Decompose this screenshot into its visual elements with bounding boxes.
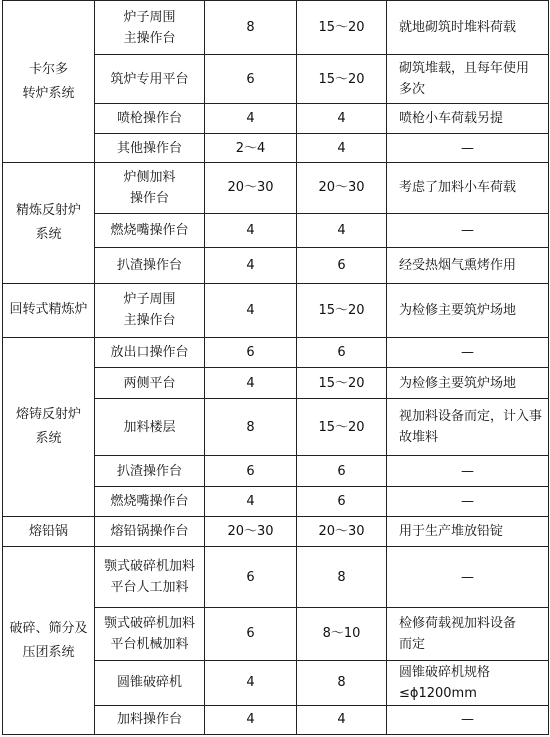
load-value-b: 6: [297, 456, 387, 486]
platform-cell: [95, 248, 205, 284]
text-line: —: [461, 712, 474, 728]
platform-cell: [95, 660, 205, 705]
text-line: 喷枪小车荷载另提: [399, 110, 504, 126]
table-row: [3, 517, 549, 547]
text-line: 转炉系统: [22, 85, 75, 101]
platform-cell: [95, 547, 205, 608]
load-value-b: 8: [297, 547, 387, 608]
load-value-a: 4: [205, 213, 297, 248]
platform-cell: [95, 368, 205, 398]
table-row: [3, 338, 549, 368]
text-line: 经受热烟气熏烤作用: [399, 257, 517, 273]
text-line: 平台人工加料: [110, 580, 189, 596]
platform-cell: [95, 486, 205, 516]
text-line: ≤ϕ1200mm: [399, 685, 477, 701]
note-cell: [387, 705, 549, 734]
note-cell: [387, 248, 549, 284]
load-value-a: 4: [205, 705, 297, 734]
note-cell: [387, 368, 549, 398]
text-line: 圆锥破碎机规格: [399, 664, 491, 680]
note-cell: [387, 55, 549, 103]
load-table: [2, 0, 549, 735]
load-value-a: 6: [205, 608, 297, 660]
load-value-a: 4: [205, 660, 297, 705]
text-line: 喷枪操作台: [116, 110, 182, 126]
note-cell: [387, 213, 549, 248]
text-line: 为检修主要筑炉场地: [399, 375, 517, 391]
note-cell: [387, 283, 549, 337]
note-cell: [387, 133, 549, 162]
text-line: 破碎、筛分及: [9, 620, 88, 636]
text-line: 两侧平台: [123, 375, 176, 391]
text-line: 燃烧嘴操作台: [110, 493, 189, 509]
text-line: 筑炉专用平台: [110, 71, 189, 87]
note-cell: [387, 547, 549, 608]
load-value-b: 4: [297, 705, 387, 734]
text-line: 颚式破碎机加料: [103, 615, 195, 631]
load-value-a: 20～30: [205, 517, 297, 547]
load-value-a: 4: [205, 248, 297, 284]
text-line: —: [461, 345, 474, 361]
note-cell: [387, 163, 549, 213]
text-line: 平台机械加料: [110, 636, 189, 652]
text-line: 砌筑堆载，且每年使用: [399, 61, 530, 77]
load-table-body: [3, 1, 549, 735]
load-value-a: 6: [205, 55, 297, 103]
text-line: 卡尔多: [28, 61, 68, 77]
text-line: 压团系统: [22, 644, 75, 660]
text-line: 用于生产堆放铅锭: [399, 524, 504, 540]
text-line: —: [461, 493, 474, 509]
text-line: 炉侧加料: [123, 169, 176, 185]
load-value-a: 4: [205, 486, 297, 516]
system-cell: [3, 283, 95, 337]
text-line: 燃烧嘴操作台: [110, 222, 189, 238]
note-cell: [387, 1, 549, 55]
note-cell: [387, 398, 549, 456]
text-line: —: [461, 140, 474, 156]
table-row: [3, 283, 549, 337]
platform-cell: [95, 163, 205, 213]
text-line: 熔铅锅: [28, 523, 68, 539]
text-line: 而定: [399, 636, 426, 652]
system-cell: [3, 338, 95, 517]
load-value-b: 15～20: [297, 1, 387, 55]
load-value-b: 8: [297, 660, 387, 705]
system-cell: [3, 163, 95, 283]
platform-cell: [95, 213, 205, 248]
load-value-b: 4: [297, 213, 387, 248]
load-value-b: 15～20: [297, 368, 387, 398]
note-cell: [387, 338, 549, 368]
load-value-b: 15～20: [297, 398, 387, 456]
text-line: 扒渣操作台: [116, 257, 182, 273]
load-value-a: 6: [205, 456, 297, 486]
load-value-b: 8～10: [297, 608, 387, 660]
platform-cell: [95, 283, 205, 337]
text-line: —: [461, 463, 474, 479]
platform-cell: [95, 338, 205, 368]
platform-cell: [95, 398, 205, 456]
load-value-a: 4: [205, 103, 297, 133]
text-line: 颚式破碎机加料: [103, 559, 195, 575]
system-cell: [3, 547, 95, 735]
note-cell: [387, 608, 549, 660]
table-row: [3, 547, 549, 608]
platform-cell: [95, 133, 205, 162]
note-cell: [387, 486, 549, 516]
platform-cell: [95, 103, 205, 133]
load-value-b: 6: [297, 338, 387, 368]
text-line: 炉子周围: [123, 292, 176, 308]
table-row: [3, 1, 549, 55]
note-cell: [387, 517, 549, 547]
text-line: 为检修主要筑炉场地: [399, 302, 517, 318]
platform-cell: [95, 517, 205, 547]
platform-cell: [95, 55, 205, 103]
text-line: 加料操作台: [116, 712, 182, 728]
load-value-a: 2～4: [205, 133, 297, 162]
load-value-a: 6: [205, 547, 297, 608]
text-line: 多次: [399, 82, 426, 98]
text-line: 考虑了加料小车荷载: [399, 180, 517, 196]
text-line: 操作台: [129, 190, 169, 206]
load-value-a: 8: [205, 1, 297, 55]
text-line: 系统: [35, 431, 62, 447]
load-value-b: 20～30: [297, 163, 387, 213]
load-value-b: 6: [297, 486, 387, 516]
load-value-a: 6: [205, 338, 297, 368]
load-value-a: 20～30: [205, 163, 297, 213]
note-cell: [387, 456, 549, 486]
text-line: 回转式精炼炉: [9, 302, 88, 318]
text-line: 就地砌筑时堆料荷载: [399, 20, 517, 36]
text-line: 熔铅锅操作台: [110, 524, 189, 540]
platform-cell: [95, 608, 205, 660]
platform-cell: [95, 1, 205, 55]
platform-cell: [95, 456, 205, 486]
load-value-b: 20～30: [297, 517, 387, 547]
platform-cell: [95, 705, 205, 734]
load-value-b: 15～20: [297, 283, 387, 337]
text-line: 主操作台: [123, 30, 176, 46]
load-value-b: 6: [297, 248, 387, 284]
load-value-b: 15～20: [297, 55, 387, 103]
text-line: 扒渣操作台: [116, 463, 182, 479]
text-line: 视加料设备而定，计入事: [399, 409, 543, 425]
load-value-a: 4: [205, 368, 297, 398]
text-line: 放出口操作台: [110, 345, 189, 361]
text-line: —: [461, 222, 474, 238]
load-value-a: 8: [205, 398, 297, 456]
text-line: 故堆料: [399, 430, 439, 446]
text-line: 检修荷载视加料设备: [399, 615, 517, 631]
load-value-b: 4: [297, 103, 387, 133]
text-line: 系统: [35, 226, 62, 242]
text-line: 熔铸反射炉: [15, 407, 81, 423]
table-row: [3, 163, 549, 213]
text-line: —: [461, 569, 474, 585]
system-cell: [3, 517, 95, 547]
text-line: 圆锥破碎机: [116, 675, 182, 691]
system-cell: [3, 1, 95, 163]
text-line: 加料楼层: [123, 419, 176, 435]
note-cell: [387, 103, 549, 133]
load-value-a: 4: [205, 283, 297, 337]
text-line: 精炼反射炉: [15, 202, 81, 218]
text-line: 其他操作台: [116, 140, 182, 156]
load-value-b: 4: [297, 133, 387, 162]
text-line: 主操作台: [123, 313, 176, 329]
text-line: 炉子周围: [123, 9, 176, 25]
note-cell: [387, 660, 549, 705]
